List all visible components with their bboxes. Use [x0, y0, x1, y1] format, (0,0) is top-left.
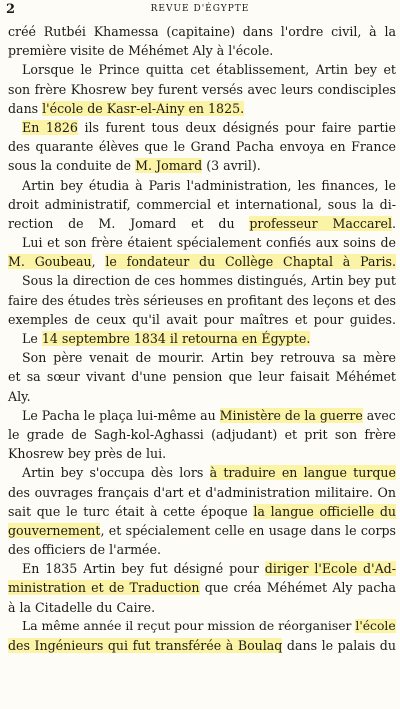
body-text — [0, 22, 400, 655]
text-segment: ils furent tous deux désignés pour faire partie — [77, 119, 396, 135]
running-title: REVUE D'ÉGYPTE — [150, 4, 250, 14]
text-segment: son frère Khosrew bey furent versés avec leurs condisciples — [8, 81, 396, 97]
text-line — [0, 271, 396, 290]
highlighted-text: l'école de Kasr-el-Ainy en 1825. — [42, 100, 245, 116]
text-segment: Sous la direction de ces hommes distingués, Artin bey put — [22, 273, 396, 289]
text-line — [0, 636, 396, 655]
highlighted-text: M. Jomard — [135, 158, 203, 174]
highlighted-text: l'école — [355, 618, 396, 633]
highlighted-text: 14 septembre 1834 il retourna en Égypte. — [41, 331, 311, 346]
text-segment: des officiers de l'armée. — [8, 542, 161, 558]
text-line — [0, 387, 396, 406]
text-segment: dans — [8, 100, 43, 116]
text-segment: exemples de ceux qu'il avait pour maîtres et pour guides. — [8, 311, 396, 327]
text-segment: à la Citadelle du Caire. — [8, 599, 156, 615]
highlighted-text: ministration et de Traduction — [8, 580, 200, 596]
text-line — [0, 80, 396, 99]
page-header — [0, 2, 400, 20]
highlighted-text: la langue officielle du — [253, 503, 396, 519]
text-segment: Artin bey étudia à Paris l'administration, les finances, le — [22, 177, 396, 193]
text-segment: et sa sœur vivant d'une pension que leur faisait Méhémet — [8, 369, 396, 385]
text-line — [0, 425, 396, 444]
text-segment: Son père venait de mourir. Artin bey retrouva sa mère — [22, 350, 396, 366]
text-line — [0, 233, 396, 252]
text-segment: faire des études très sérieuses en profitant des leçons et des — [8, 292, 396, 308]
text-line — [0, 559, 396, 578]
text-line — [0, 540, 396, 559]
highlighted-text: des Ingénieurs qui fut transférée à Boulaq — [8, 638, 283, 653]
text-segment: La même année il reçut pour mission de réorganiser — [22, 618, 356, 633]
text-segment: , et spécialement celle en usage dans le corps — [100, 522, 396, 538]
text-segment: dans le palais du — [282, 638, 396, 653]
highlighted-text: professeur Maccarel — [249, 215, 392, 231]
text-line — [0, 348, 396, 367]
text-line — [0, 176, 396, 195]
text-segment: En 1835 Artin bey fut désigné pour — [22, 561, 265, 577]
text-line — [0, 195, 396, 214]
text-line — [0, 156, 396, 175]
text-segment: (3 avril). — [202, 158, 261, 174]
text-line — [0, 463, 396, 482]
text-segment: rection de M. Jomard et du — [8, 215, 250, 231]
text-segment: Aly. — [8, 388, 31, 404]
text-line — [0, 214, 396, 233]
text-segment: sous la conduite de — [8, 158, 136, 174]
text-segment: sait que le turc était à cette époque — [8, 503, 254, 519]
text-line — [0, 41, 396, 60]
text-segment: . — [391, 215, 396, 231]
text-line — [0, 521, 396, 540]
highlighted-text: à traduire en langue turque — [209, 465, 396, 481]
text-segment: première visite de Méhémet Aly à l'école. — [8, 43, 274, 59]
text-line — [0, 617, 396, 636]
text-segment: Le Pacha le plaça lui-même au — [22, 407, 220, 423]
highlighted-text: En 1826 — [22, 119, 78, 135]
text-line — [0, 60, 396, 79]
text-segment: créé Rutbéi Khamessa (capitaine) dans l'ordre civil, à la — [8, 24, 396, 39]
text-segment: droit administratif, commercial et international, sous la di- — [8, 196, 396, 212]
text-segment: Lorsque le Prince quitta cet établissement, Artin bey et — [22, 62, 396, 78]
text-line — [0, 99, 396, 118]
highlighted-text: M. Goubeau — [8, 254, 92, 270]
text-segment: avec — [362, 407, 396, 423]
text-segment: , — [91, 254, 106, 270]
highlighted-text: Ministère de la guerre — [219, 407, 363, 423]
text-line — [0, 252, 396, 271]
text-line — [0, 367, 396, 386]
text-line — [0, 406, 396, 425]
text-line — [0, 118, 396, 137]
text-line — [0, 137, 396, 156]
text-line — [0, 329, 396, 348]
text-segment: des quarante élèves que le Grand Pacha envoya en France — [8, 139, 396, 155]
text-line — [0, 291, 396, 310]
text-segment: Lui et son frère étaient spécialement confiés aux soins de — [22, 235, 396, 251]
text-line — [0, 22, 396, 41]
text-line — [0, 502, 396, 521]
text-line — [0, 483, 396, 502]
text-line — [0, 444, 396, 463]
page-number: 2 — [6, 2, 16, 17]
text-segment: des ouvrages français d'art et d'administration militaire. On — [8, 484, 396, 500]
text-segment: Le — [22, 331, 42, 346]
highlighted-text: diriger l'Ecole d'Ad- — [264, 561, 396, 577]
text-segment: que créa Méhémet Aly pacha — [199, 580, 396, 596]
text-line — [0, 310, 396, 329]
highlighted-text: le fondateur du Collège Chaptal à Paris. — [105, 254, 396, 270]
text-line — [0, 598, 396, 617]
text-segment: le grade de Sagh-kol-Aghassi (adjudant) et prit son frère — [8, 426, 396, 442]
text-segment: Khosrew bey près de lui. — [8, 446, 167, 462]
highlighted-text: gouvernement — [8, 522, 101, 538]
text-line — [0, 578, 396, 597]
text-segment: Artin bey s'occupa dès lors — [22, 465, 210, 481]
